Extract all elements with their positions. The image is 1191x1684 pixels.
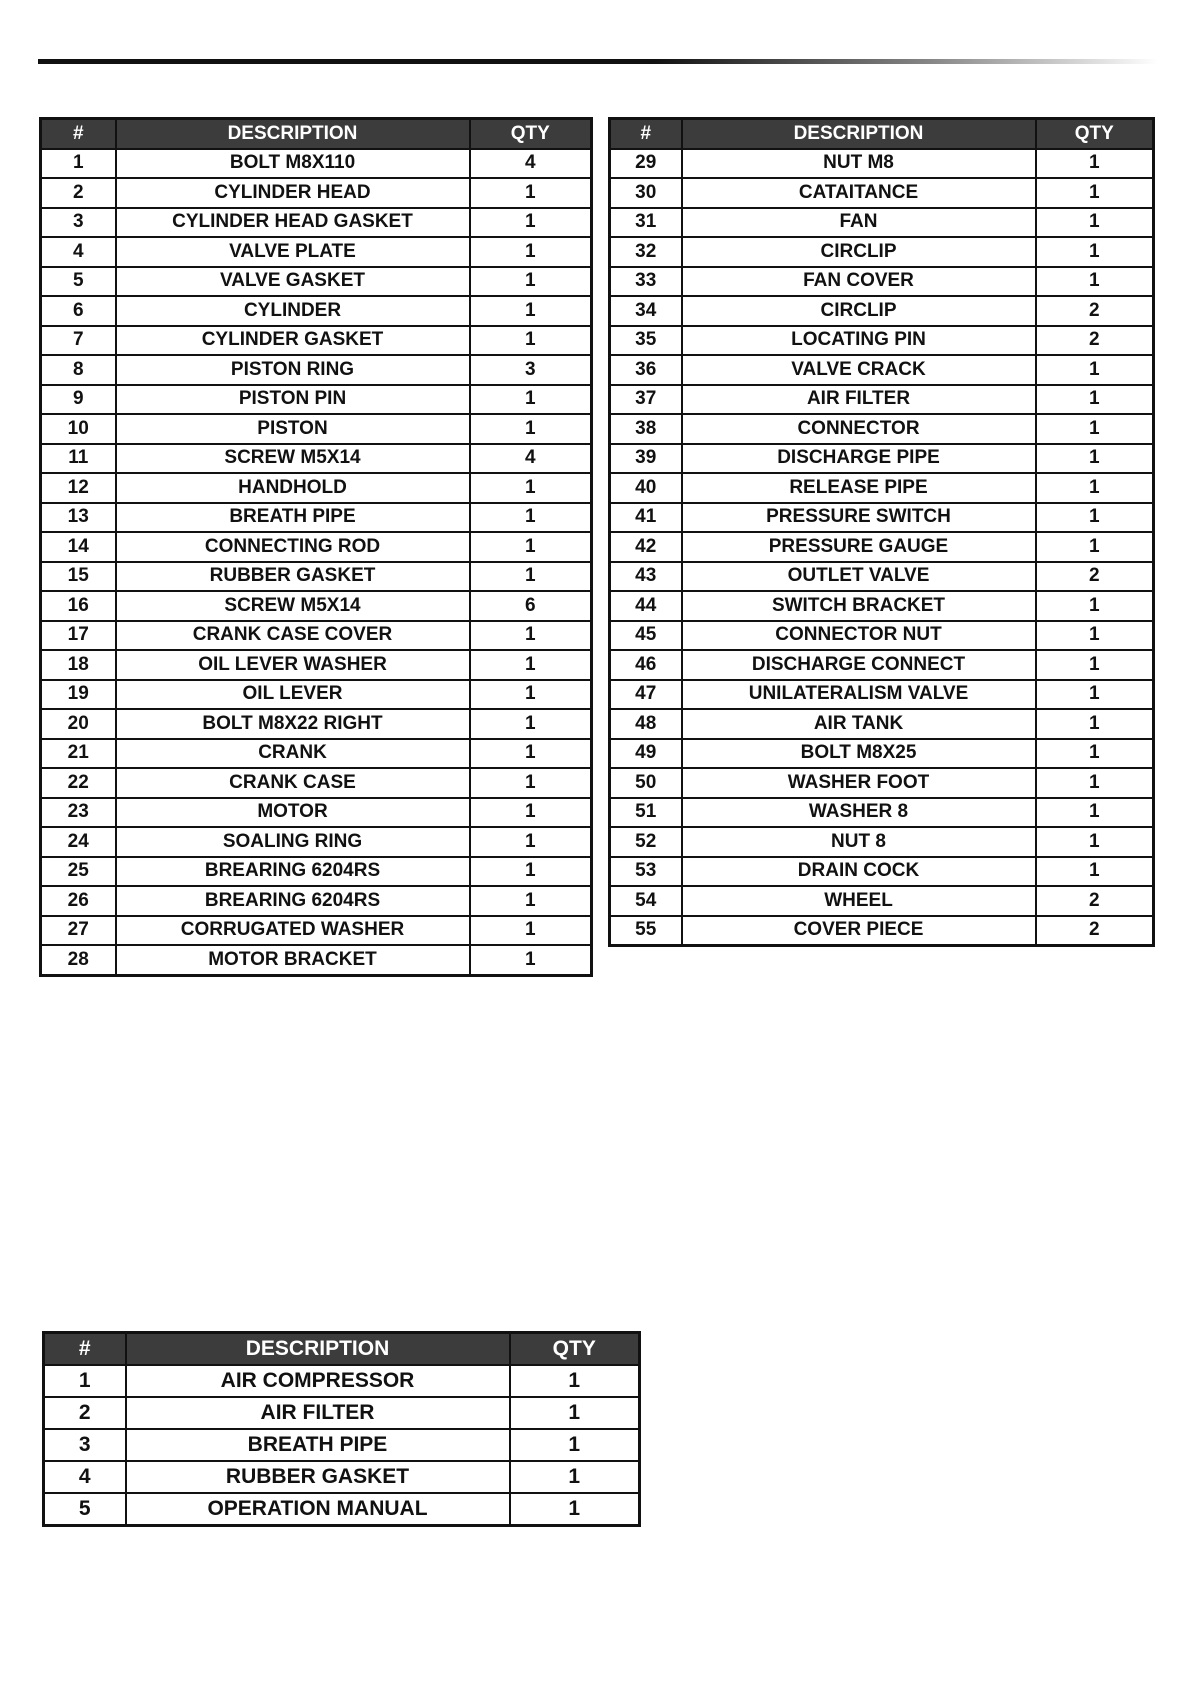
part-description-cell: CIRCLIP [682, 237, 1036, 267]
table-row [610, 178, 1154, 208]
table-row [610, 827, 1154, 857]
part-description-cell: CONNECTOR NUT [682, 621, 1036, 651]
part-qty-cell: 1 [470, 945, 592, 975]
part-qty-cell: 2 [1036, 916, 1154, 946]
part-number-cell: 33 [610, 267, 682, 297]
part-number-cell: 41 [610, 503, 682, 533]
part-number-cell: 14 [41, 532, 116, 562]
description-column-header: DESCRIPTION [682, 119, 1036, 149]
part-number-cell: 22 [41, 768, 116, 798]
table-row [41, 945, 592, 975]
part-description-cell: OUTLET VALVE [682, 562, 1036, 592]
part-qty-cell: 1 [470, 237, 592, 267]
table-row [44, 1493, 640, 1526]
part-number-cell: 11 [41, 444, 116, 474]
table-row [41, 827, 592, 857]
table-row [41, 326, 592, 356]
part-description-cell: CYLINDER HEAD GASKET [116, 208, 470, 238]
part-description-cell: CONNECTING ROD [116, 532, 470, 562]
part-number-cell: 9 [41, 385, 116, 415]
part-description-cell: HANDHOLD [116, 473, 470, 503]
part-number-cell: 39 [610, 444, 682, 474]
part-description-cell: RELEASE PIPE [682, 473, 1036, 503]
number-column-header: # [41, 119, 116, 149]
part-description-cell: WHEEL [682, 886, 1036, 916]
table-row [610, 503, 1154, 533]
table-row [610, 650, 1154, 680]
part-description-cell: VALVE CRACK [682, 355, 1036, 385]
part-qty-cell: 4 [470, 444, 592, 474]
table-row [41, 149, 592, 179]
part-qty-cell: 1 [470, 326, 592, 356]
part-description-cell: PRESSURE GAUGE [682, 532, 1036, 562]
part-description-cell: PISTON RING [116, 355, 470, 385]
part-description-cell: CATAITANCE [682, 178, 1036, 208]
part-number-cell: 49 [610, 739, 682, 769]
part-qty-cell: 1 [1036, 385, 1154, 415]
description-column-header: DESCRIPTION [116, 119, 470, 149]
part-description-cell: AIR TANK [682, 709, 1036, 739]
table-row [610, 473, 1154, 503]
table-row [610, 208, 1154, 238]
description-column-header: DESCRIPTION [126, 1333, 510, 1366]
part-description-cell: LOCATING PIN [682, 326, 1036, 356]
part-qty-cell: 1 [1036, 768, 1154, 798]
part-qty-cell: 1 [470, 178, 592, 208]
table-row [41, 916, 592, 946]
table-row [610, 444, 1154, 474]
table-row [610, 680, 1154, 710]
table-row [41, 296, 592, 326]
part-number-cell: 44 [610, 591, 682, 621]
table-row [610, 798, 1154, 828]
part-description-cell: CRANK CASE [116, 768, 470, 798]
table-row [610, 709, 1154, 739]
table-row [610, 768, 1154, 798]
table-header-row [41, 119, 592, 149]
part-number-cell: 21 [41, 739, 116, 769]
part-number-cell: 36 [610, 355, 682, 385]
part-description-cell: BREATH PIPE [116, 503, 470, 533]
part-description-cell: DISCHARGE PIPE [682, 444, 1036, 474]
part-number-cell: 51 [610, 798, 682, 828]
table-header-row [44, 1333, 640, 1366]
part-number-cell: 2 [44, 1397, 126, 1429]
top-divider-rule [38, 59, 1158, 64]
part-description-cell: CYLINDER HEAD [116, 178, 470, 208]
part-description-cell: CORRUGATED WASHER [116, 916, 470, 946]
part-description-cell: FAN COVER [682, 267, 1036, 297]
part-qty-cell: 1 [1036, 149, 1154, 179]
part-description-cell: COVER PIECE [682, 916, 1036, 946]
table-row [41, 562, 592, 592]
table-row [610, 385, 1154, 415]
table-row [41, 591, 592, 621]
table-row [610, 857, 1154, 887]
part-description-cell: SCREW M5X14 [116, 591, 470, 621]
part-number-cell: 13 [41, 503, 116, 533]
part-description-cell: BOLT M8X25 [682, 739, 1036, 769]
part-qty-cell: 1 [470, 385, 592, 415]
part-description-cell: CIRCLIP [682, 296, 1036, 326]
part-number-cell: 54 [610, 886, 682, 916]
parts-table-right [608, 117, 1155, 947]
part-qty-cell: 3 [470, 355, 592, 385]
part-description-cell: CRANK CASE COVER [116, 621, 470, 651]
table-row [41, 503, 592, 533]
table-row [610, 916, 1154, 946]
part-qty-cell: 1 [1036, 208, 1154, 238]
part-qty-cell: 1 [1036, 591, 1154, 621]
part-number-cell: 20 [41, 709, 116, 739]
part-qty-cell: 1 [470, 296, 592, 326]
part-number-cell: 29 [610, 149, 682, 179]
number-column-header: # [610, 119, 682, 149]
part-number-cell: 27 [41, 916, 116, 946]
part-number-cell: 10 [41, 414, 116, 444]
part-description-cell: WASHER FOOT [682, 768, 1036, 798]
part-number-cell: 46 [610, 650, 682, 680]
part-number-cell: 28 [41, 945, 116, 975]
part-number-cell: 4 [41, 237, 116, 267]
part-number-cell: 26 [41, 886, 116, 916]
table-row [610, 591, 1154, 621]
table-row [41, 650, 592, 680]
part-qty-cell: 1 [1036, 444, 1154, 474]
part-description-cell: MOTOR [116, 798, 470, 828]
part-qty-cell: 2 [1036, 326, 1154, 356]
part-description-cell: SCREW M5X14 [116, 444, 470, 474]
table-row [41, 621, 592, 651]
part-qty-cell: 1 [510, 1397, 640, 1429]
part-number-cell: 16 [41, 591, 116, 621]
part-number-cell: 25 [41, 857, 116, 887]
package-contents-table [42, 1331, 641, 1527]
part-description-cell: BREARING 6204RS [116, 857, 470, 887]
part-description-cell: SOALING RING [116, 827, 470, 857]
part-qty-cell: 1 [1036, 739, 1154, 769]
part-description-cell: PISTON [116, 414, 470, 444]
table-row [610, 267, 1154, 297]
part-number-cell: 55 [610, 916, 682, 946]
table-row [41, 208, 592, 238]
part-qty-cell: 1 [1036, 355, 1154, 385]
table-row [41, 680, 592, 710]
qty-column-header: QTY [1036, 119, 1154, 149]
table-row [41, 237, 592, 267]
part-number-cell: 42 [610, 532, 682, 562]
part-number-cell: 23 [41, 798, 116, 828]
table-row [41, 532, 592, 562]
part-description-cell: VALVE GASKET [116, 267, 470, 297]
table-row [610, 149, 1154, 179]
table-row [610, 886, 1154, 916]
part-number-cell: 12 [41, 473, 116, 503]
part-number-cell: 3 [44, 1429, 126, 1461]
part-qty-cell: 1 [1036, 857, 1154, 887]
part-qty-cell: 1 [470, 680, 592, 710]
part-qty-cell: 1 [470, 532, 592, 562]
part-description-cell: BOLT M8X22 RIGHT [116, 709, 470, 739]
table-row [41, 739, 592, 769]
part-description-cell: CYLINDER GASKET [116, 326, 470, 356]
part-qty-cell: 1 [1036, 532, 1154, 562]
part-qty-cell: 1 [1036, 680, 1154, 710]
part-number-cell: 15 [41, 562, 116, 592]
table-header-row [610, 119, 1154, 149]
table-row [610, 532, 1154, 562]
part-description-cell: CRANK [116, 739, 470, 769]
table-row [44, 1461, 640, 1493]
part-number-cell: 3 [41, 208, 116, 238]
part-description-cell: DISCHARGE CONNECT [682, 650, 1036, 680]
table-row [41, 473, 592, 503]
table-row [41, 798, 592, 828]
part-qty-cell: 1 [1036, 414, 1154, 444]
part-number-cell: 19 [41, 680, 116, 710]
table-row [41, 355, 592, 385]
part-qty-cell: 2 [1036, 562, 1154, 592]
part-number-cell: 5 [44, 1493, 126, 1526]
part-description-cell: OIL LEVER [116, 680, 470, 710]
part-qty-cell: 1 [470, 739, 592, 769]
part-qty-cell: 1 [1036, 827, 1154, 857]
part-description-cell: CYLINDER [116, 296, 470, 326]
table-row [44, 1365, 640, 1397]
part-qty-cell: 1 [510, 1493, 640, 1526]
part-number-cell: 37 [610, 385, 682, 415]
part-number-cell: 45 [610, 621, 682, 651]
table-row [41, 709, 592, 739]
table-row [41, 178, 592, 208]
part-description-cell: SWITCH BRACKET [682, 591, 1036, 621]
part-number-cell: 24 [41, 827, 116, 857]
qty-column-header: QTY [510, 1333, 640, 1366]
part-number-cell: 17 [41, 621, 116, 651]
part-qty-cell: 1 [1036, 503, 1154, 533]
part-qty-cell: 1 [470, 414, 592, 444]
part-qty-cell: 1 [470, 267, 592, 297]
part-description-cell: AIR FILTER [126, 1397, 510, 1429]
part-description-cell: BOLT M8X110 [116, 149, 470, 179]
part-number-cell: 1 [41, 149, 116, 179]
part-number-cell: 34 [610, 296, 682, 326]
part-qty-cell: 1 [1036, 237, 1154, 267]
part-description-cell: BREATH PIPE [126, 1429, 510, 1461]
part-number-cell: 53 [610, 857, 682, 887]
part-description-cell: NUT 8 [682, 827, 1036, 857]
part-number-cell: 5 [41, 267, 116, 297]
part-number-cell: 48 [610, 709, 682, 739]
part-qty-cell: 1 [470, 827, 592, 857]
table-row [610, 326, 1154, 356]
part-description-cell: RUBBER GASKET [116, 562, 470, 592]
part-qty-cell: 1 [1036, 473, 1154, 503]
part-number-cell: 52 [610, 827, 682, 857]
table-row [41, 886, 592, 916]
table-row [610, 296, 1154, 326]
table-row [610, 562, 1154, 592]
number-column-header: # [44, 1333, 126, 1366]
part-description-cell: OIL LEVER WASHER [116, 650, 470, 680]
table-row [610, 414, 1154, 444]
part-qty-cell: 1 [1036, 650, 1154, 680]
part-qty-cell: 1 [470, 768, 592, 798]
part-number-cell: 35 [610, 326, 682, 356]
part-description-cell: CONNECTOR [682, 414, 1036, 444]
table-row [41, 444, 592, 474]
part-number-cell: 6 [41, 296, 116, 326]
part-number-cell: 32 [610, 237, 682, 267]
table-row [41, 414, 592, 444]
part-description-cell: AIR FILTER [682, 385, 1036, 415]
table-row [41, 267, 592, 297]
part-description-cell: FAN [682, 208, 1036, 238]
part-qty-cell: 1 [510, 1365, 640, 1397]
part-qty-cell: 1 [510, 1461, 640, 1493]
parts-table-left [39, 117, 593, 977]
part-number-cell: 7 [41, 326, 116, 356]
part-number-cell: 4 [44, 1461, 126, 1493]
part-qty-cell: 1 [1036, 178, 1154, 208]
part-description-cell: VALVE PLATE [116, 237, 470, 267]
part-qty-cell: 1 [470, 503, 592, 533]
part-description-cell: PISTON PIN [116, 385, 470, 415]
part-qty-cell: 2 [1036, 886, 1154, 916]
part-description-cell: PRESSURE SWITCH [682, 503, 1036, 533]
part-number-cell: 18 [41, 650, 116, 680]
part-qty-cell: 4 [470, 149, 592, 179]
part-qty-cell: 1 [470, 709, 592, 739]
part-qty-cell: 1 [470, 886, 592, 916]
table-row [44, 1397, 640, 1429]
table-row [41, 857, 592, 887]
part-description-cell: NUT M8 [682, 149, 1036, 179]
part-number-cell: 50 [610, 768, 682, 798]
part-description-cell: WASHER 8 [682, 798, 1036, 828]
part-number-cell: 43 [610, 562, 682, 592]
part-qty-cell: 1 [470, 798, 592, 828]
part-number-cell: 40 [610, 473, 682, 503]
table-row [41, 768, 592, 798]
part-qty-cell: 1 [470, 916, 592, 946]
table-row [44, 1429, 640, 1461]
part-qty-cell: 1 [470, 857, 592, 887]
part-qty-cell: 6 [470, 591, 592, 621]
part-number-cell: 31 [610, 208, 682, 238]
part-number-cell: 8 [41, 355, 116, 385]
part-number-cell: 1 [44, 1365, 126, 1397]
part-qty-cell: 1 [470, 650, 592, 680]
part-qty-cell: 1 [1036, 798, 1154, 828]
table-row [610, 621, 1154, 651]
part-description-cell: DRAIN COCK [682, 857, 1036, 887]
part-description-cell: RUBBER GASKET [126, 1461, 510, 1493]
part-number-cell: 47 [610, 680, 682, 710]
part-qty-cell: 1 [1036, 709, 1154, 739]
part-qty-cell: 1 [470, 621, 592, 651]
part-description-cell: AIR COMPRESSOR [126, 1365, 510, 1397]
part-description-cell: BREARING 6204RS [116, 886, 470, 916]
table-row [41, 385, 592, 415]
part-description-cell: UNILATERALISM VALVE [682, 680, 1036, 710]
part-qty-cell: 1 [1036, 267, 1154, 297]
part-qty-cell: 1 [510, 1429, 640, 1461]
qty-column-header: QTY [470, 119, 592, 149]
part-qty-cell: 1 [470, 562, 592, 592]
part-number-cell: 30 [610, 178, 682, 208]
part-description-cell: OPERATION MANUAL [126, 1493, 510, 1526]
part-qty-cell: 1 [470, 208, 592, 238]
part-number-cell: 38 [610, 414, 682, 444]
part-number-cell: 2 [41, 178, 116, 208]
part-qty-cell: 1 [470, 473, 592, 503]
table-row [610, 739, 1154, 769]
part-description-cell: MOTOR BRACKET [116, 945, 470, 975]
table-row [610, 355, 1154, 385]
table-row [610, 237, 1154, 267]
part-qty-cell: 1 [1036, 621, 1154, 651]
part-qty-cell: 2 [1036, 296, 1154, 326]
